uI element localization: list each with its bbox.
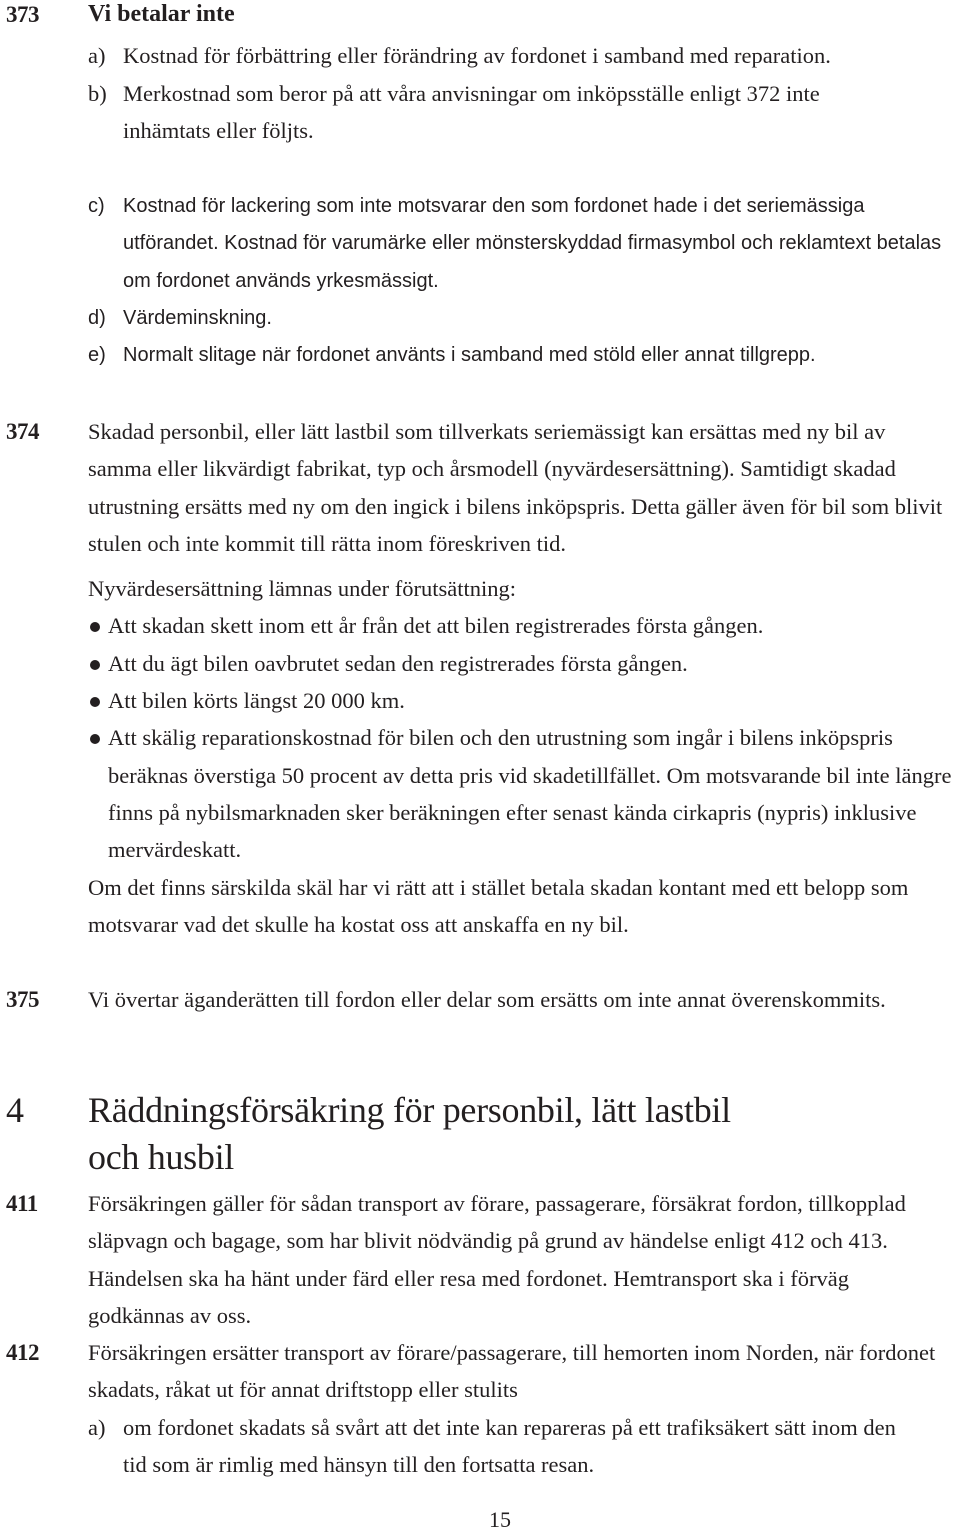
bullet-text: Att skälig reparationskostnad för bilen och den utrustning som ingår i bilens inköpspris beräknas överstiga 50 procent av detta pris vid skadetillfället. Om motsvarande bil inte längre finns på nybilsmarknaden sker beräkningen efter senast kända cirkapris (nypris) inklusive mervärdeskatt. bbox=[108, 725, 952, 863]
bullet-icon bbox=[90, 734, 100, 744]
section-number-373: 373 bbox=[6, 2, 39, 27]
bullet-icon bbox=[90, 660, 100, 670]
paragraph: Vi övertar äganderätten till fordon eller delar som ersätts om inte annat överenskommits. bbox=[88, 987, 886, 1012]
bullet-icon bbox=[90, 697, 100, 707]
list-item-a bbox=[88, 1409, 952, 1484]
list-marker: e) bbox=[88, 344, 106, 367]
section-number-412: 412 bbox=[6, 1340, 39, 1365]
list-marker: c) bbox=[88, 195, 105, 217]
paragraph-intro: Nyvärdesersättning lämnas under förutsättning: bbox=[88, 576, 517, 602]
chapter-title-line: och husbil bbox=[88, 1137, 234, 1177]
list-item-text: Kostnad för förbättring eller förändring av fordonet i samband med reparation. bbox=[123, 43, 831, 68]
bullet-item bbox=[88, 645, 952, 682]
bullet-text: Att bilen körts längst 20 000 km. bbox=[108, 688, 405, 714]
list-marker: b) bbox=[88, 80, 107, 106]
section-374-body bbox=[88, 413, 952, 943]
list-item-text: om fordonet skadats så svårt att det inte kan repareras på ett trafiksäkert sätt inom den tid som är rimlig med hänsyn till den fortsatta resan. bbox=[123, 1414, 896, 1477]
list-item-text: Kostnad för lackering som inte motsvarar den som fordonet hade i det seriemässiga utförandet. Kostnad för varumärke eller mönsterskyddad firmasymbol och reklamtext betalas om fordonet används yrkesmässigt. bbox=[123, 195, 942, 292]
paragraph: Försäkringen ersätter transport av förare/passagerare, till hemorten inom Norden, när fordonet skadats, råkat ut för annat driftstopp eller stulits bbox=[88, 1340, 936, 1403]
list-item-b bbox=[88, 75, 952, 150]
page-number: 15 bbox=[489, 1507, 511, 1532]
bullet-item bbox=[88, 682, 952, 719]
list-marker: d) bbox=[88, 306, 106, 329]
paragraph: Om det finns särskilda skäl har vi rätt att i stället betala skadan kontant med ett belopp som motsvarar vad det skulle ha kostat oss att anskaffa en ny bil. bbox=[88, 874, 909, 937]
chapter-title-line: Räddningsförsäkring för personbil, lätt lastbil bbox=[88, 1090, 731, 1130]
list-marker: a) bbox=[88, 43, 106, 68]
list-item-c bbox=[88, 188, 952, 300]
section-number-411: 411 bbox=[6, 1191, 38, 1216]
bullet-item bbox=[88, 719, 952, 868]
list-item-text: Värdeminskning. bbox=[123, 306, 272, 329]
list-item-e bbox=[88, 337, 952, 374]
chapter-number: 4 bbox=[6, 1090, 24, 1130]
bullet-icon bbox=[90, 622, 100, 632]
bullet-text: Att skadan skett inom ett år från det att bilen registrerades första gången. bbox=[108, 613, 764, 639]
paragraph: Skadad personbil, eller lätt lastbil som tillverkats seriemässigt kan ersättas med ny bil av samma eller likvärdigt fabrikat, typ och årsmodell (nyvärdesersättning). Samtidigt skadad utrustning ersätts med ny om den ingick i bilens inköpspris. Detta gäller även för bil som blivit stulen och inte kommit till rätta inom föreskriven tid. bbox=[88, 419, 943, 556]
bullet-text: Att du ägt bilen oavbrutet sedan den registrerades första gången. bbox=[108, 650, 688, 676]
list-item-a bbox=[88, 37, 952, 75]
section-412-body bbox=[88, 1334, 952, 1483]
list-item-text: Normalt slitage när fordonet använts i samband med stöld eller annat tillgrepp. bbox=[123, 344, 816, 367]
list-item-text: Merkostnad som beror på att våra anvisningar om inköpsställe enligt 372 inte inhämtats eller följts. bbox=[123, 80, 820, 143]
section-411-body bbox=[88, 1185, 920, 1334]
list-373-cde bbox=[88, 188, 952, 374]
bullet-item bbox=[88, 607, 952, 644]
section-heading: Vi betalar inte bbox=[88, 1, 235, 27]
list-item-d bbox=[88, 300, 952, 337]
section-number-374: 374 bbox=[6, 419, 39, 444]
list-marker: a) bbox=[88, 1414, 106, 1440]
list-373-ab bbox=[88, 37, 952, 150]
paragraph: Försäkringen gäller för sådan transport av förare, passagerare, försäkrat fordon, tillkopplad släpvagn och bagage, som har blivit nödvändig på grund av händelse enligt 412 och 413. Händelsen ska ha hänt under färd eller resa med fordonet. Hemtransport ska i förväg godkännas av oss. bbox=[88, 1191, 906, 1328]
section-number-375: 375 bbox=[6, 987, 39, 1012]
chapter-title bbox=[88, 1087, 731, 1181]
section-375-body bbox=[88, 981, 930, 1018]
